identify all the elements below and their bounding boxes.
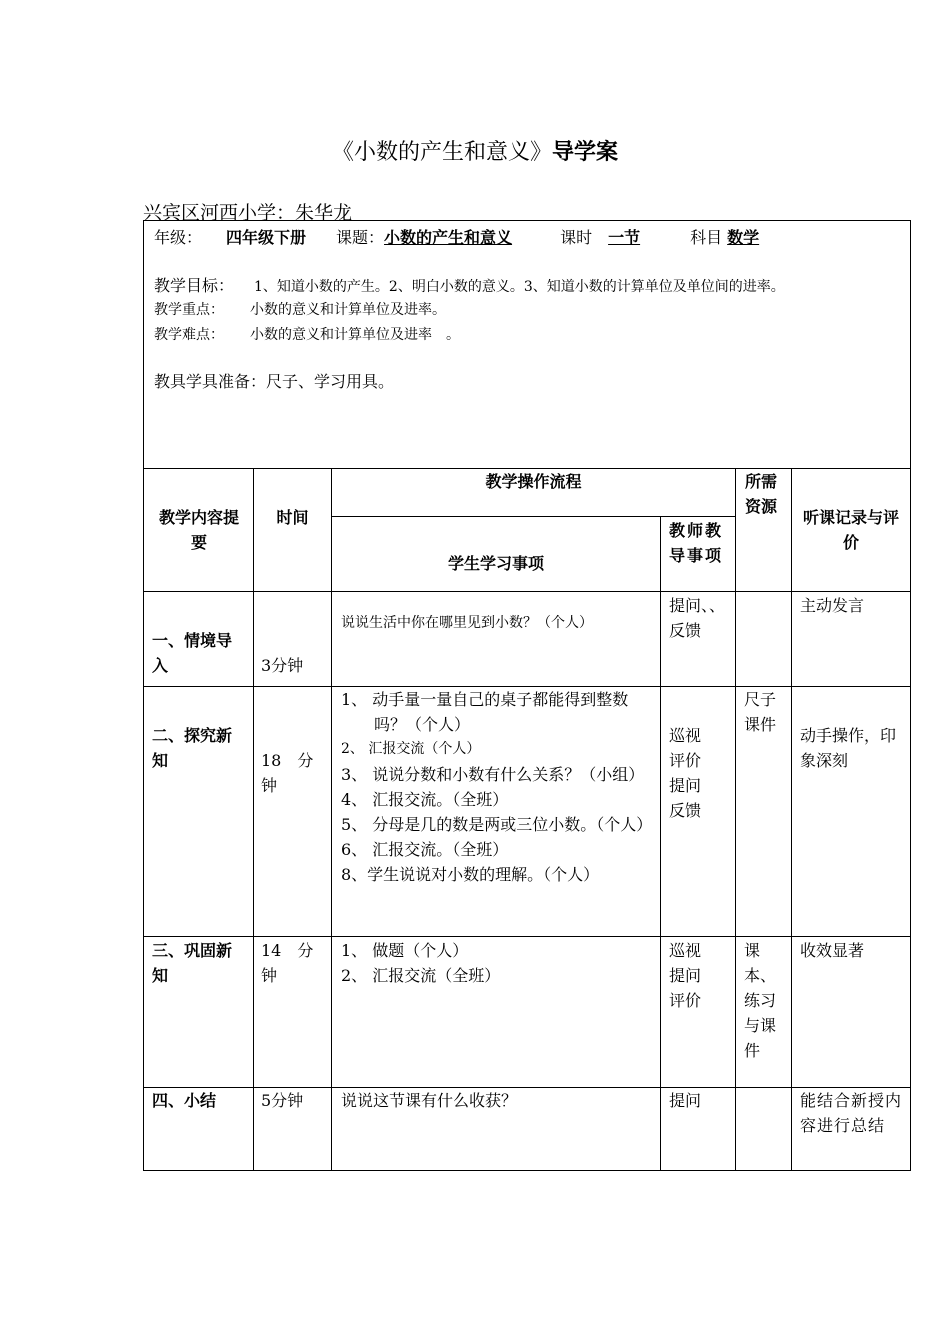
step-item: 1、 做题（个人）: [341, 941, 469, 960]
row2-student: [341, 687, 653, 887]
period-value: 一节: [608, 228, 641, 247]
row3-time: 14 分钟: [261, 941, 314, 985]
grade-label: 年级：: [154, 228, 203, 247]
step-item: 6、 汇报交流。（全班）: [341, 840, 509, 859]
header-student: 学生学习事项: [447, 554, 544, 573]
row4-time: 5分钟: [261, 1091, 304, 1110]
row3-record: 收效显著: [800, 941, 865, 960]
row1-student: 说说生活中你在哪里见到小数？（个人）: [341, 615, 593, 631]
row3-resources: 课本、练习与课件: [744, 941, 777, 1060]
row2-time: 18 分钟: [261, 751, 314, 795]
difficulty-value: 小数的意义和计算单位及进率 。: [250, 327, 460, 343]
row1-time: 3分钟: [261, 656, 304, 675]
header-time: 时间: [276, 508, 309, 527]
row4-student: 说说这节课有什么收获？: [341, 1091, 518, 1110]
step-item: 5、 分母是几的数是两或三位小数。（个人）: [341, 815, 653, 834]
step-item: 4、 汇报交流。（全班）: [341, 790, 509, 809]
header-teacher: 教师教导事项: [669, 521, 724, 565]
header-content: 教学内容提要: [158, 508, 239, 552]
row1-record: 主动发言: [800, 596, 865, 615]
topic-label: 课题：: [336, 228, 385, 247]
row3-teacher: 巡视提问评价: [669, 941, 702, 1010]
row2-resources: 尺子课件: [744, 690, 777, 734]
grid-line: [660, 516, 661, 1170]
row4-record: 能结合新授内容进行总结: [800, 1091, 903, 1135]
row2-section: 二、探究新知: [152, 726, 233, 770]
row1-teacher: 提问、、反馈: [669, 596, 726, 640]
row4-teacher: 提问: [669, 1091, 702, 1110]
topic-value: 小数的产生和意义: [384, 228, 513, 247]
title-suffix: 导学案: [552, 140, 619, 165]
author-line: 兴宾区河西小学：朱华龙: [143, 202, 353, 224]
grade-value: 四年级下册: [226, 228, 307, 247]
goal-value: 1、知道小数的产生。2、明白小数的意义。3、知道小数的计算单位及单位间的进率。: [254, 279, 785, 295]
grid-line: [735, 468, 736, 1170]
grid-line: [144, 591, 910, 592]
tools-line: 教具学具准备：尺子、学习用具。: [154, 372, 395, 391]
grid-line: [791, 468, 792, 1170]
row3-student: [341, 938, 653, 988]
step-item: 3、 说说分数和小数有什么关系？（小组）: [341, 765, 645, 784]
grid-line: [331, 516, 735, 517]
subject-value: 数学: [727, 228, 760, 247]
row2-teacher: 巡视评价提问反馈: [669, 726, 702, 820]
difficulty-label: 教学难点：: [154, 327, 224, 343]
row3-section: 三、巩固新知: [152, 941, 233, 985]
row1-section: 一、情境导入: [152, 631, 233, 675]
difficulty-line: [154, 324, 460, 344]
goal-label: 教学目标：: [154, 276, 235, 295]
header-resources: 所需资源: [745, 472, 778, 516]
subject-label: 科目: [690, 228, 723, 247]
step-item: 2、 汇报交流（个人）: [341, 741, 481, 757]
grid-line: [144, 936, 910, 937]
page-title: [0, 135, 950, 166]
key-line: [154, 299, 446, 319]
step-item: 8、学生说说对小数的理解。（个人）: [341, 865, 600, 884]
info-row: [154, 225, 765, 248]
period-label: 课时: [560, 228, 593, 247]
step-item: 1、 动手量一量自己的桌子都能得到整数吗？（个人）: [341, 690, 629, 734]
row4-section: 四、小结: [152, 1091, 217, 1110]
header-record: 听课记录与评价: [802, 508, 899, 552]
goal-line: [154, 273, 785, 296]
key-label: 教学重点：: [154, 302, 224, 318]
title-main: 《小数的产生和意义》: [331, 140, 552, 165]
key-value: 小数的意义和计算单位及进率。: [250, 302, 446, 318]
grid-line: [253, 468, 254, 1170]
header-process: 教学操作流程: [485, 472, 582, 491]
lesson-plan-table: [143, 220, 911, 1171]
row2-record: 动手操作，印象深刻: [800, 726, 897, 770]
step-item: 2、 汇报交流（全班）: [341, 966, 501, 985]
